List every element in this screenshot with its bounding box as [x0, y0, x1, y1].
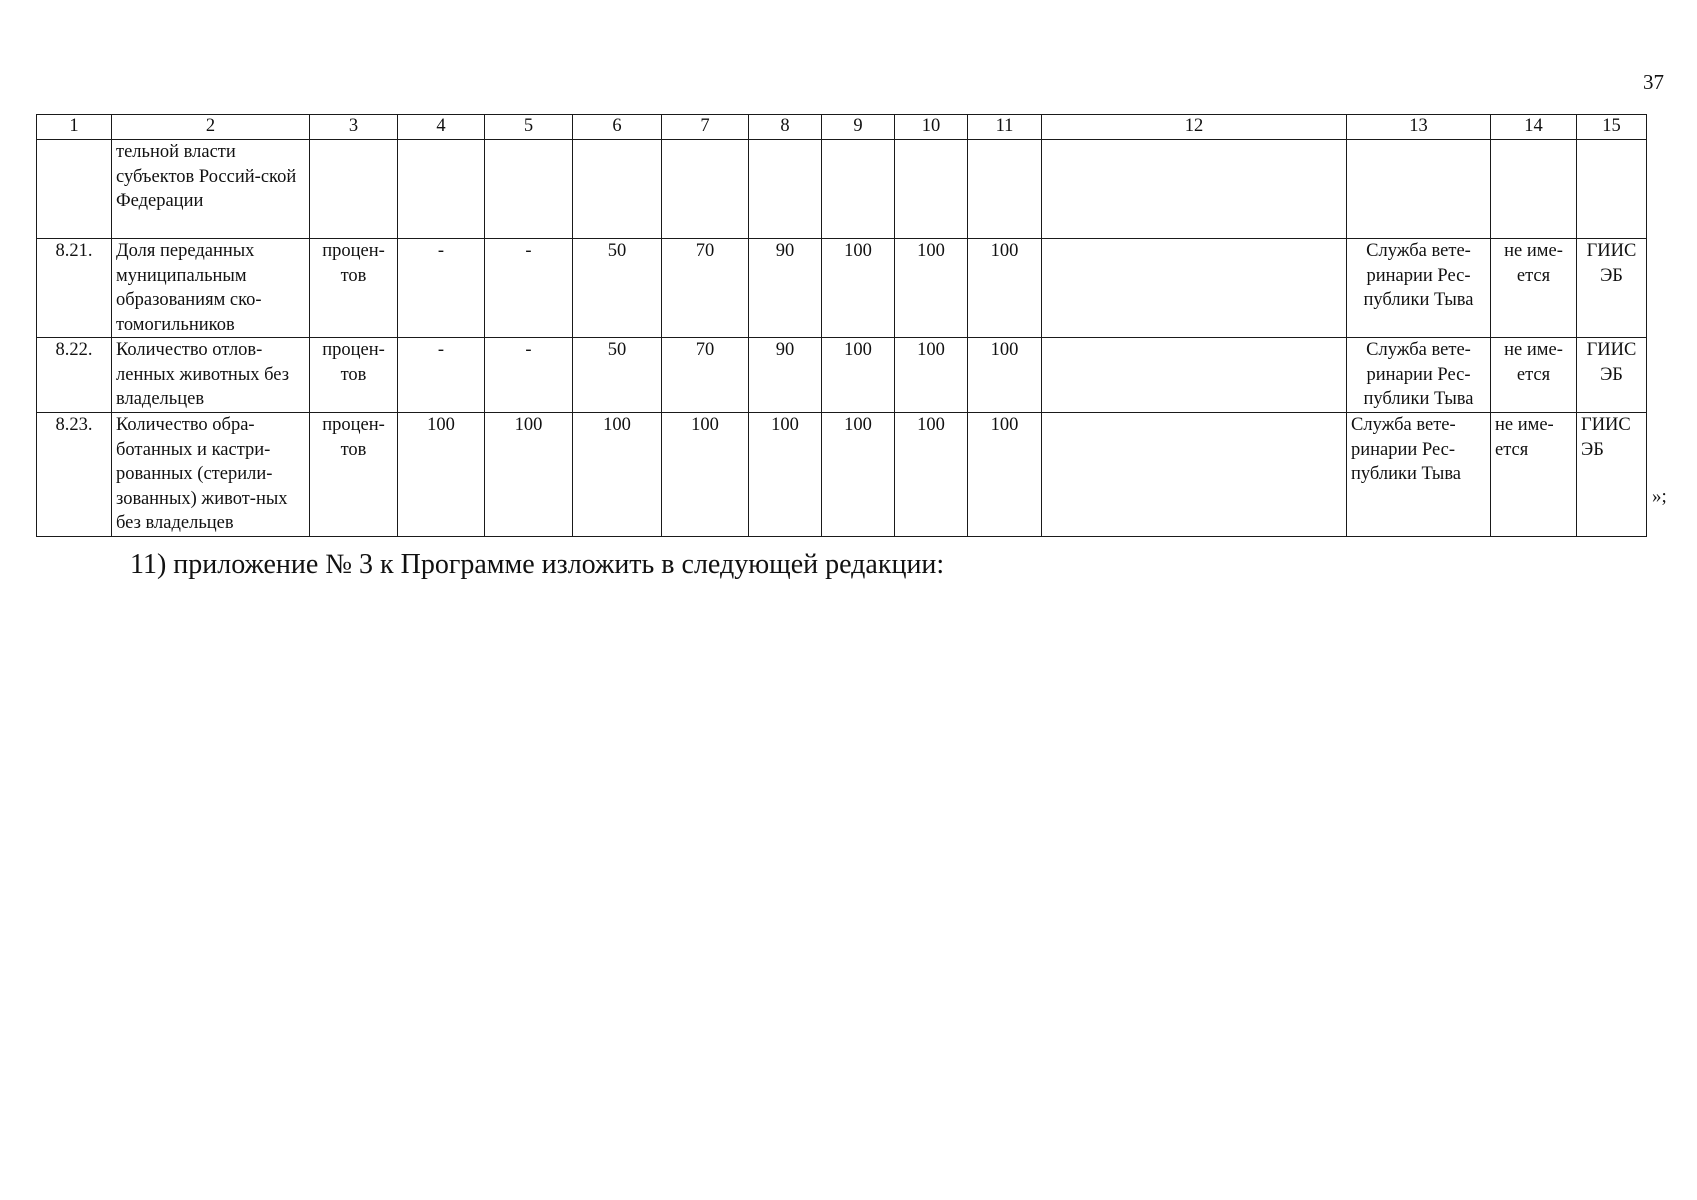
cell-v9 [822, 140, 895, 239]
cell-responsible [1347, 140, 1491, 239]
cell-c15 [1577, 140, 1647, 239]
cell-v6: 100 [573, 413, 662, 537]
header-col-11: 11 [968, 115, 1042, 140]
header-col-14: 14 [1491, 115, 1577, 140]
amendment-paragraph: 11) приложение № 3 к Программе изложить в следующей редакции: [130, 549, 945, 580]
cell-v7: 70 [662, 338, 749, 413]
cell-num [37, 140, 112, 239]
cell-v5: - [485, 239, 573, 338]
cell-c14: не име-ется [1491, 239, 1577, 338]
cell-v4 [398, 140, 485, 239]
header-col-7: 7 [662, 115, 749, 140]
cell-unit: процен-тов [310, 338, 398, 413]
cell-v11 [968, 140, 1042, 239]
cell-v5: 100 [485, 413, 573, 537]
cell-c14 [1491, 140, 1577, 239]
cell-v11: 100 [968, 338, 1042, 413]
cell-v7: 100 [662, 413, 749, 537]
cell-v4: - [398, 239, 485, 338]
header-col-3: 3 [310, 115, 398, 140]
cell-responsible: Служба вете-ринарии Рес-публики Тыва [1347, 338, 1491, 413]
header-col-4: 4 [398, 115, 485, 140]
closing-quote: »; [1652, 486, 1667, 507]
cell-name: Количество отлов-ленных животных без владельцев [112, 338, 310, 413]
cell-v4: - [398, 338, 485, 413]
cell-v8: 100 [749, 413, 822, 537]
cell-v6 [573, 140, 662, 239]
header-col-9: 9 [822, 115, 895, 140]
cell-responsible: Служба вете-ринарии Рес-публики Тыва [1347, 239, 1491, 338]
header-col-2: 2 [112, 115, 310, 140]
cell-responsible: Служба вете-ринарии Рес-публики Тыва [1347, 413, 1491, 537]
table-row [37, 338, 1647, 413]
cell-v9: 100 [822, 338, 895, 413]
table-row-continuation [37, 140, 1647, 239]
header-col-1: 1 [37, 115, 112, 140]
cell-c12 [1042, 239, 1347, 338]
cell-v10: 100 [895, 413, 968, 537]
cell-c15: ГИИС ЭБ [1577, 413, 1647, 537]
cell-v10: 100 [895, 239, 968, 338]
cell-v9: 100 [822, 413, 895, 537]
header-col-15: 15 [1577, 115, 1647, 140]
table-row [37, 413, 1647, 537]
cell-name: Доля переданных муниципальным образованиям ско-томогильников [112, 239, 310, 338]
header-col-12: 12 [1042, 115, 1347, 140]
header-row [37, 115, 1647, 140]
cell-unit: процен-тов [310, 239, 398, 338]
cell-c15: ГИИС ЭБ [1577, 239, 1647, 338]
header-col-6: 6 [573, 115, 662, 140]
cell-v8 [749, 140, 822, 239]
cell-name: тельной власти субъектов Россий-ской Федерации [112, 140, 310, 239]
cell-unit [310, 140, 398, 239]
cell-name: Количество обра-ботанных и кастри-рованных (стерили-зованных) живот-ных без владельцев [112, 413, 310, 537]
cell-v7: 70 [662, 239, 749, 338]
header-col-8: 8 [749, 115, 822, 140]
cell-c12 [1042, 140, 1347, 239]
cell-c14: не име-ется [1491, 338, 1577, 413]
cell-num: 8.23. [37, 413, 112, 537]
cell-v10 [895, 140, 968, 239]
cell-v11: 100 [968, 239, 1042, 338]
cell-unit: процен-тов [310, 413, 398, 537]
cell-num: 8.21. [37, 239, 112, 338]
cell-v8: 90 [749, 239, 822, 338]
table-row [37, 239, 1647, 338]
cell-v7 [662, 140, 749, 239]
cell-v4: 100 [398, 413, 485, 537]
cell-num: 8.22. [37, 338, 112, 413]
cell-v8: 90 [749, 338, 822, 413]
cell-v6: 50 [573, 239, 662, 338]
indicators-table [36, 114, 1647, 537]
header-col-5: 5 [485, 115, 573, 140]
cell-c12 [1042, 413, 1347, 537]
cell-c15: ГИИС ЭБ [1577, 338, 1647, 413]
cell-v5 [485, 140, 573, 239]
cell-c12 [1042, 338, 1347, 413]
header-col-10: 10 [895, 115, 968, 140]
cell-v5: - [485, 338, 573, 413]
cell-c14: не име-ется [1491, 413, 1577, 537]
cell-v10: 100 [895, 338, 968, 413]
cell-v6: 50 [573, 338, 662, 413]
cell-v11: 100 [968, 413, 1042, 537]
header-col-13: 13 [1347, 115, 1491, 140]
page-number: 37 [1643, 70, 1664, 94]
cell-v9: 100 [822, 239, 895, 338]
